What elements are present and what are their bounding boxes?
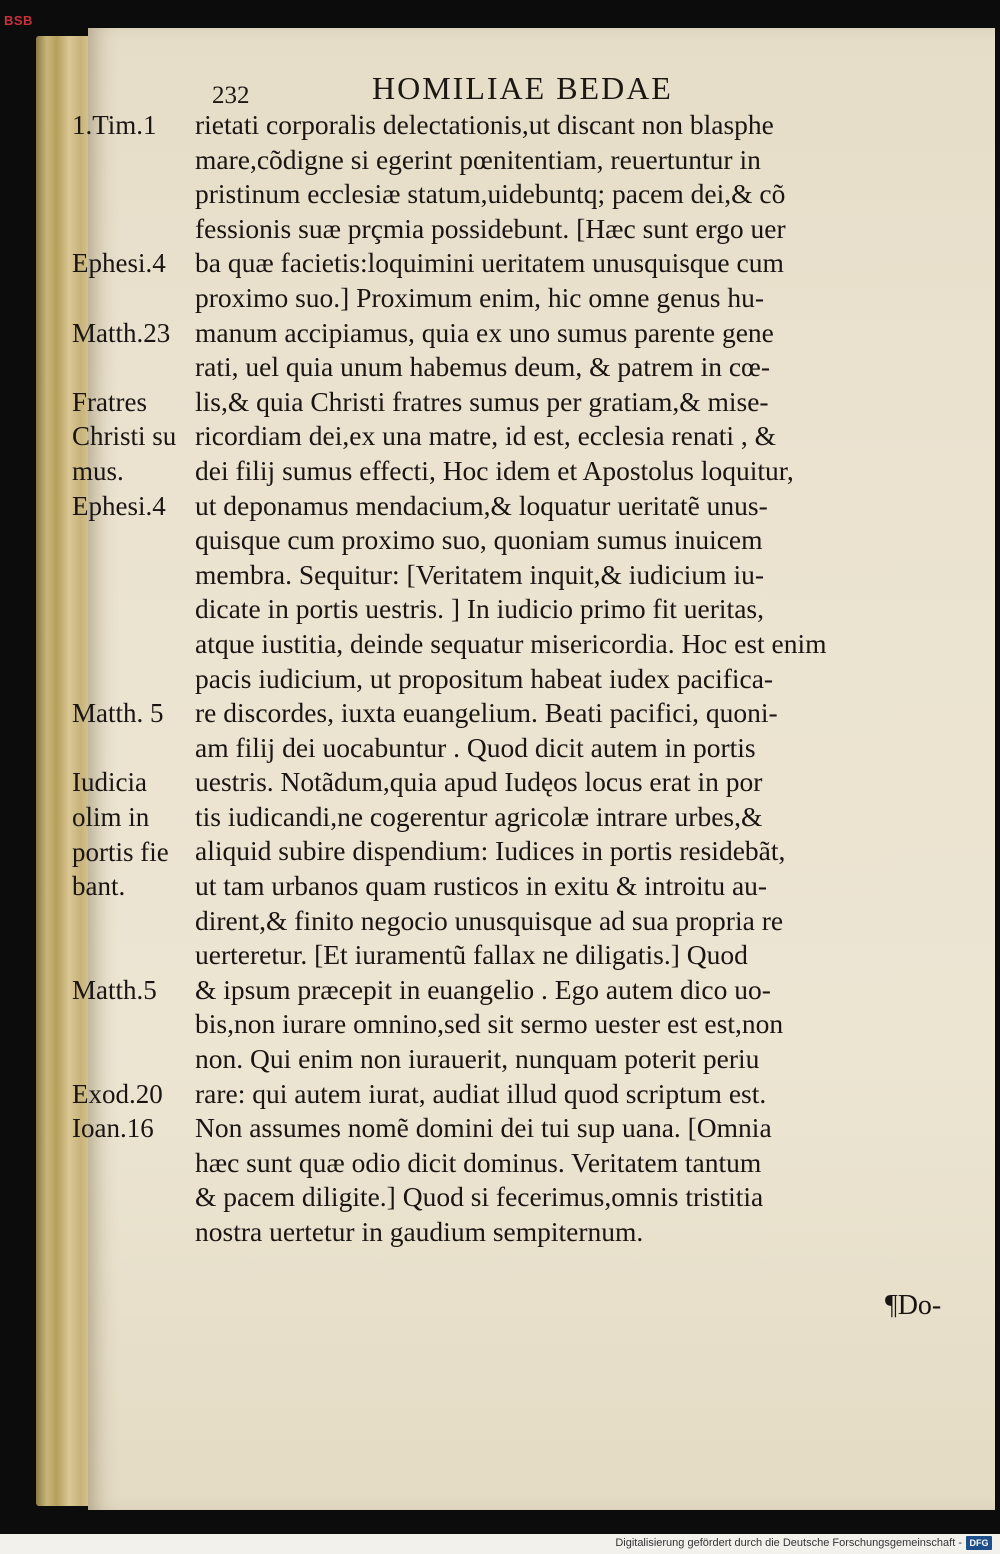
text-line: lis,& quia Christi fratres sumus per gratiam,& mise-: [195, 385, 769, 417]
text-line: rare: qui autem iurat, audiat illud quod scriptum est.: [195, 1077, 767, 1109]
margin-note: Ioan.16: [72, 1113, 154, 1144]
text-line: tis iudicandi,ne cogerentur agricolæ intrare urbes,&: [195, 800, 763, 832]
text-line: atque iustitia, deinde sequatur misericordia. Hoc est enim: [195, 627, 827, 659]
text-line: ut deponamus mendacium,& loquatur ueritatẽ unus-: [195, 489, 768, 521]
text-line: & ipsum præcepit in euangelio . Ego autem dico uo-: [195, 973, 771, 1005]
page-number: 232: [212, 82, 250, 109]
text-line: pristinum ecclesiæ statum,uidebuntq; pacem dei,& cõ: [195, 178, 786, 210]
funding-credit: Digitalisierung gefördert durch die Deutsche Forschungsgemeinschaft -: [615, 1537, 962, 1549]
text-line: aliquid subire dispendium: Iudices in portis residebãt,: [195, 835, 786, 867]
text-line: dei filij sumus effecti, Hoc idem et Apostolus loquitur,: [195, 454, 794, 486]
text-line: uestris. Notãdum,quia apud Iudęos locus erat in por: [195, 766, 763, 798]
text-line: re discordes, iuxta euangelium. Beati pacifici, quoni-: [195, 697, 778, 729]
text-line: dirent,& finito negocio unusquisque ad sua propria re: [195, 904, 784, 936]
text-line: bis,non iurare omnino,sed sit sermo uester est est,non: [195, 1008, 784, 1040]
text-line: ba quæ facietis:loquimini ueritatem unusquisque cum: [195, 247, 784, 279]
text-line: proximo suo.] Proximum enim, hic omne genus hu-: [195, 281, 765, 313]
footer-bar: [0, 1534, 1000, 1554]
text-line: rietati corporalis delectationis,ut discant non blasphe: [195, 109, 774, 140]
margin-note: Iudicia: [72, 767, 147, 798]
margin-note: Exod.20: [72, 1078, 163, 1109]
text-line: uerteretur. [Et iuramentũ fallax ne diligatis.] Quod: [195, 939, 748, 971]
text-line: Non assumes nomẽ domini dei tui sup uana. [Omnia: [195, 1112, 772, 1144]
margin-note: Matth.5: [72, 975, 157, 1005]
catchword: ¶Do-: [885, 1290, 942, 1321]
text-line: nostra uertetur in gaudium sempiternum.: [195, 1216, 644, 1247]
text-line: non. Qui enim non iurauerit, nunquam poterit periu: [195, 1043, 760, 1075]
margin-note: Ephesi.4: [72, 248, 166, 279]
text-line: fessionis suæ prçmia possidebunt. [Hæc sunt ergo uer: [195, 212, 786, 244]
margin-note: olim in: [72, 802, 150, 832]
text-line: quisque cum proximo suo, quoniam sumus inuicem: [195, 524, 763, 556]
text-line: dicate in portis uestris. ] In iudicio primo fit ueritas,: [195, 593, 764, 625]
margin-note: mus.: [72, 456, 124, 486]
text-line: hæc sunt quæ odio dicit dominus. Veritatem tantum: [195, 1146, 762, 1178]
margin-note: Matth. 5: [72, 698, 164, 729]
main-text-block: [195, 108, 885, 1250]
margin-note: Fratres: [72, 386, 147, 417]
text-line: manum accipiamus, quia ex uno sumus parente gene: [195, 316, 774, 348]
bsb-watermark: BSB: [4, 13, 33, 28]
text-line: & pacem diligite.] Quod si fecerimus,omnis tristitia: [195, 1181, 764, 1213]
margin-note: Christi su: [72, 421, 177, 452]
text-line: am filij dei uocabuntur . Quod dicit autem in portis: [195, 731, 756, 763]
text-line: pacis iudicium, ut propositum habeat iudex pacifica-: [195, 662, 774, 694]
text-line: ricordiam dei,ex una matre, id est, ecclesia renati , &: [195, 420, 777, 452]
dfg-logo: DFG: [966, 1536, 992, 1550]
text-line: membra. Sequitur: [Veritatem inquit,& iudicium iu-: [195, 558, 764, 590]
margin-note: 1.Tim.1: [72, 110, 157, 140]
margin-note: bant.: [72, 871, 126, 902]
text-line: mare,cõdigne si egerint pœnitentiam, reuertuntur in: [195, 143, 761, 175]
margin-note: Matth.23: [72, 317, 171, 348]
text-line: rati, uel quia unum habemus deum, & patrem in cœ-: [195, 351, 771, 383]
margin-note: portis fie: [72, 836, 169, 867]
running-title: HOMILIAE BEDAE: [372, 70, 673, 106]
text-line: ut tam urbanos quam rusticos in exitu & introitu au-: [195, 870, 768, 902]
margin-note: Ephesi.4: [72, 490, 166, 521]
